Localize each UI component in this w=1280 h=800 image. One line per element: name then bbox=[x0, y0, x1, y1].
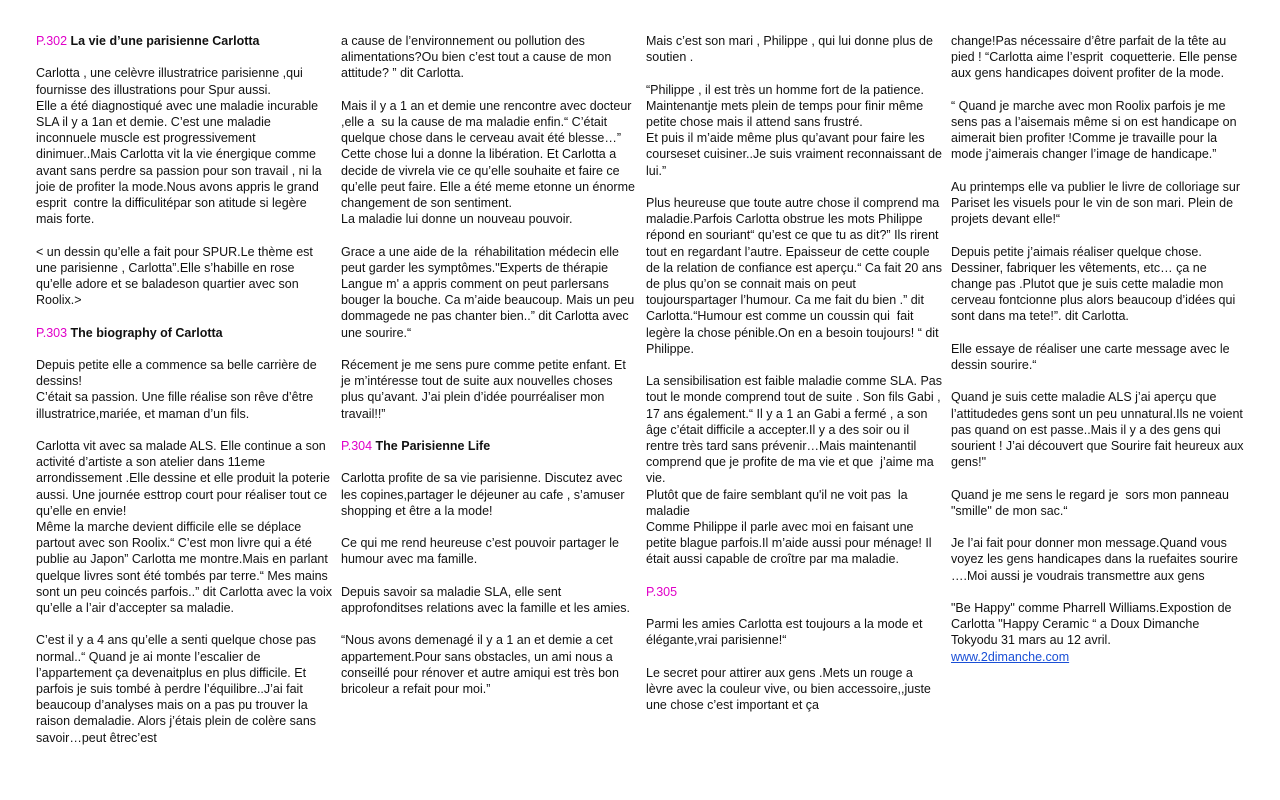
paragraph: Carlotta profite de sa vie parisienne. Discutez avec les copines,partager le déjeuner au cafe , s’amuser shopping et être a la mode! bbox=[341, 471, 628, 518]
paragraph: Récement je me sens pure comme petite enfant. Et je m’intéresse tout de suite aux nouvelles choses plus qu’avant. J’ai plein d’idée pourréaliser mon travail!!” bbox=[341, 358, 630, 421]
paragraph: “Philippe , il est très un homme fort de la patience. Maintenantje mets plein de temps pour finir même petite chose mais il attend sans frustré. Et puis il m’aide même plus qu’avant pour faire les courseset cuisiner..Je suis vraiment reconnaissant de lui.” bbox=[646, 82, 942, 178]
paragraph: Grace a une aide de la réhabilitation médecin elle peut garder les symptômes."Experts de thérapie Langue m' a appris comment on peut parlersans bouger la bouche. Ca m’aide beaucoup. Mais un peu dommagede ne pas chanter bien..” dit Carlotta avec une sourire.“ bbox=[341, 244, 638, 340]
paragraph: Je l’ai fait pour donner mon message.Quand vous voyez les gens handicapes dans la ruefaites sourire ….Moi aussi je voudrais transmettre aux gens bbox=[951, 536, 1242, 583]
website-link[interactable]: www.2dimanche.com bbox=[951, 649, 1070, 664]
paragraph: change!Pas nécessaire d’être parfait de la tête au pied ! “Carlotta aime l’esprit coquetterie. Elle pense aux gens handicapes doivent profiter de la mode. bbox=[951, 34, 1241, 81]
section-title: The biography of Carlotta bbox=[67, 325, 223, 340]
section-heading-p303 bbox=[36, 325, 333, 341]
paragraph: Depuis savoir sa maladie SLA, elle sent approfonditses relations avec la famille et les amies. bbox=[341, 584, 631, 615]
paragraph: Le secret pour attirer aux gens .Mets un rouge a lèvre avec la couleur vive, ou bien accessoire,,juste une chose c’est important et ça bbox=[646, 665, 935, 713]
paragraph: La sensibilisation est faible maladie comme SLA. Pas tout le monde comprend tout de suite . Son fils Gabi , 17 ans également.“ Il y a 1 an Gabi a fermé , a son âge c’était difficile a accepter.Il y a des soir ou il rentre très tard sans prévenir…Mais maintenantil comprend que je profite de ma vie et que j’aime ma vie. Plutôt que de faire semblant qu'il ne voit pas la maladie Comme Philippe il parle avec moi en faisant une petite blague parfois.Il m’aide aussi pour ménage! Il était aussi capable de croître par ma maladie. bbox=[646, 374, 942, 567]
paragraph: “ Quand je marche avec mon Roolix parfois je me sens pas a l’aisemais même si on est handicape on aimerait bien profiter !Comme je travaille pour la mode j’aimerais changer l’image de handicape.” bbox=[951, 98, 1241, 162]
paragraph: Au printemps elle va publier le livre de colloriage sur Pariset les visuels pour le vin de son mari. Plein de projets devant elle!“ bbox=[951, 179, 1244, 227]
column-3 bbox=[646, 33, 946, 713]
paragraph: “Nous avons demenagé il y a 1 an et demie a cet appartement.Pour sans obstacles, un ami nous a conseillé pour rénover et autre amiqui est très bon bricoleur a refait pour moi.” bbox=[341, 633, 623, 696]
paragraph: Parmi les amies Carlotta est toujours a la mode et élégante,vrai parisienne!“ bbox=[646, 617, 926, 648]
paragraph: Carlotta , une celèvre illustratrice parisienne ,qui fournisse des illustrations pour Spur aussi. Elle a été diagnostiqué avec une maladie incurable SLA il y a 1an et demie. C’est une maladie inconnuele muscle est progressivement dinimuer..Mais Carlotta vit la vie énergique comme avant sans perdre sa passion pour son travail , ni la joie de profiter la mode.Nous avons appris le grand esprit contre la difficulitépar son atitude si legère mais forte. bbox=[36, 66, 322, 227]
page-number: P.304 bbox=[341, 439, 373, 454]
paragraph: Ce qui me rend heureuse c’est pouvoir partager le humour avec ma famille. bbox=[341, 536, 623, 567]
paragraph: < un dessin qu’elle a fait pour SPUR.Le thème est une parisienne , Carlotta”.Elle s’habille en rose qu’elle adore et se baladeson quartier avec son Roolix.> bbox=[36, 244, 317, 308]
article-page bbox=[36, 33, 1246, 778]
paragraph: a cause de l’environnement ou pollution des alimentations?Ou bien c’est tout a cause de mon attitude? ” dit Carlotta. bbox=[341, 34, 615, 81]
section-heading-p305 bbox=[646, 584, 943, 600]
page-number: P.303 bbox=[36, 325, 68, 340]
paragraph: Quand je suis cette maladie ALS j’ai aperçu que l’attitudedes gens sont un peu unnatural.Ils ne voient pas quand on est passe..Mais il y a des gens qui sourient ! J’ai découvert que Sourire fait heureux aux gens!" bbox=[951, 390, 1248, 470]
section-title: The Parisienne Life bbox=[372, 439, 491, 454]
column-1 bbox=[36, 33, 333, 746]
page-number: P.302 bbox=[36, 34, 68, 48]
paragraph: Mais c’est son mari , Philippe , qui lui donne plus de soutien . bbox=[646, 34, 937, 65]
column-4 bbox=[951, 33, 1248, 665]
paragraph: Carlotta vit avec sa malade ALS. Elle continue a son activité d’artiste a son atelier dans 11eme arrondissement .Elle dessine et elle produit la poterie aussi. Une journée esttrop court pour réaliser tout ce qu’elle en envie! Même la marche devient difficile elle se déplace partout avec son Roolix.“ C’est mon livre qui a été publie au Japon” Carlotta me montre.Mais en parlant quelque livres sont été tombés par terre.“ Mes mains sont un peu coincés parfois..” dit Carlotta avec la voix qu’elle a l’air d’accepter sa maladie. bbox=[36, 439, 332, 616]
paragraph: Mais il y a 1 an et demie une rencontre avec docteur ,elle a su la cause de ma maladie enfin.“ C’était quelque chose dans le cerveau avait été blesse…” Cette chose lui a donne la libération. Et Carlotta a decide de vivrela vie ce qu’elle souhaite et faire ce qu’elle peut faire. Elle a été meme etonne un énorme changement de son sentiment. La maladie lui donne un nouveau pouvoir. bbox=[341, 98, 635, 227]
paragraph: Depuis petite j’aimais réaliser quelque chose. Dessiner, fabriquer les vêtements, etc… ça ne change pas .Plutot que je suis cette maladie mon cerveau fontcionne plus alors beaucoup d’idées qui sont dans ma tete!”. dit Carlotta. bbox=[951, 244, 1239, 324]
paragraph: Elle essaye de réaliser une carte message avec le dessin sourire.“ bbox=[951, 341, 1234, 372]
paragraph: Depuis petite elle a commence sa belle carrière de dessins! C’était sa passion. Une fille réalise son rêve d’être illustratrice,mariée, et maman d’un fils. bbox=[36, 358, 317, 421]
section-title: La vie d’une parisienne Carlotta bbox=[67, 34, 260, 48]
paragraph: Plus heureuse que toute autre chose il comprend ma maladie.Parfois Carlotta obstrue les mots Philippe répond en souriant“ qu’est ce que tu as dit?” Ils rirent tout en regardant l’autre. Epaisseur de cette couple de la relation de confiance est aperçu.“ Ca fait 20 ans de plus qu’on se connait mais on peut toujourspartager l’humour. Ca me fait du bien .” dit Carlotta.“Humour est comme un coussin qui fait legère la chose pénible.On en a besoin toujours! “ dit Philippe. bbox=[646, 196, 946, 356]
paragraph: Quand je me sens le regard je sors mon panneau "smille" de mon sac.“ bbox=[951, 487, 1233, 518]
section-heading-p304 bbox=[341, 438, 638, 454]
column-2 bbox=[341, 33, 638, 697]
paragraph: C’est il y a 4 ans qu’elle a senti quelque chose pas normal..“ Quand je ai monte l’escalier de l’appartement ça devenaitplus en plus difficile. Et parfois je suis tombé à perdre l’équilibre..J’ai fait beaucoup d’analyses mais on a pas pu trouver la raison demaladie. Alors j’étais plein de colère sans savoir…peut êtrec’est bbox=[36, 633, 320, 745]
paragraph: "Be Happy" comme Pharrell Williams.Expostion de Carlotta "Happy Ceramic “ a Doux Dimanche Tokyodu 31 mars au 12 avril. bbox=[951, 600, 1235, 648]
section-heading-p302 bbox=[36, 33, 333, 49]
page-number: P.305 bbox=[646, 584, 678, 599]
